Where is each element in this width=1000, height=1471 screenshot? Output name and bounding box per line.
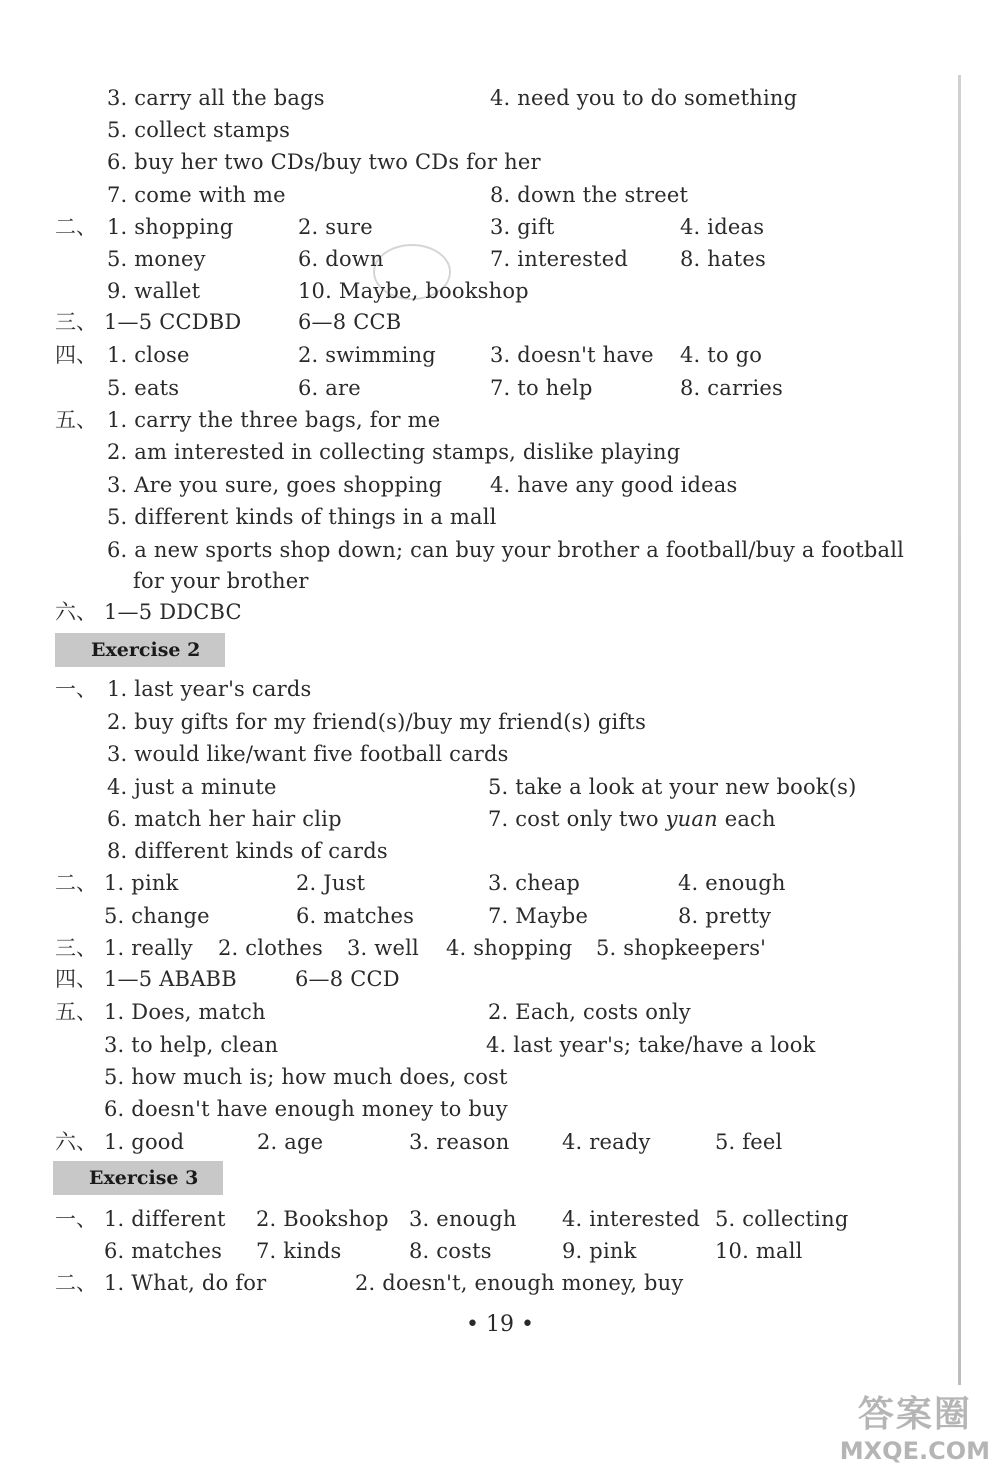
answer-item: 5. money (107, 247, 206, 271)
answer-item: 2. doesn't, enough money, buy (355, 1271, 684, 1295)
answer-item: 2. Just (296, 871, 366, 895)
answer-row (0, 772, 1000, 802)
answer-item: 5. change (104, 904, 210, 928)
answer-row (0, 997, 1000, 1027)
section-marker: 一、 (55, 677, 97, 701)
answer-item: 5. take a look at your new book(s) (488, 775, 857, 799)
answer-row (0, 502, 1000, 532)
answer-item: 4. ideas (680, 215, 765, 239)
answer-item: for your brother (133, 569, 309, 593)
answer-row (0, 405, 1000, 435)
answer-row (0, 836, 1000, 866)
answer-item: 1—5 CCDBD (104, 310, 242, 334)
answer-item: 10. mall (715, 1239, 803, 1263)
answer-row (0, 1268, 1000, 1298)
answer-row (0, 674, 1000, 704)
answer-row (0, 307, 1000, 337)
answer-item: 10. Maybe, bookshop (298, 279, 529, 303)
site-logo (840, 1386, 990, 1465)
section-marker: 六、 (55, 1130, 97, 1154)
answer-item: 1. pink (104, 871, 179, 895)
answer-text: 7. cost only two (488, 807, 666, 831)
answer-item: 8. hates (680, 247, 766, 271)
answer-row (0, 1127, 1000, 1157)
section-marker: 五、 (55, 408, 97, 432)
answer-item: 5. how much is; how much does, cost (104, 1065, 508, 1089)
answer-item: 5. different kinds of things in a mall (107, 505, 497, 529)
answer-item: 1. different (104, 1207, 226, 1231)
answer-item: 1. Does, match (104, 1000, 266, 1024)
answer-row (0, 1030, 1000, 1060)
answer-item: 6. buy her two CDs/buy two CDs for her (107, 150, 541, 174)
answer-item: 2. Bookshop (256, 1207, 389, 1231)
answer-item: 6. match her hair clip (107, 807, 342, 831)
answer-item: 2. am interested in collecting stamps, dislike playing (107, 440, 681, 464)
answer-item: 1—5 ABABB (104, 967, 237, 991)
answer-item: 8. different kinds of cards (107, 839, 388, 863)
answer-item: 7. interested (490, 247, 628, 271)
answer-item: 6. down (298, 247, 384, 271)
answer-row (0, 437, 1000, 467)
section-marker: 三、 (55, 310, 97, 334)
answer-row (0, 1062, 1000, 1092)
answer-row (0, 115, 1000, 145)
section-marker: 六、 (55, 600, 97, 624)
answer-item: 4. need you to do something (490, 86, 798, 110)
answer-item: 8. carries (680, 376, 783, 400)
answer-row (0, 244, 1000, 274)
answer-item: 3. would like/want five football cards (107, 742, 509, 766)
answer-row (0, 83, 1000, 113)
section-marker: 四、 (55, 343, 97, 367)
answer-item: 3. doesn't have (490, 343, 654, 367)
answer-item: 5. eats (107, 376, 180, 400)
answer-item: 2. buy gifts for my friend(s)/buy my friend(s) gifts (107, 710, 647, 734)
answer-item: 4. just a minute (107, 775, 277, 799)
answer-item: 3. carry all the bags (107, 86, 325, 110)
answer-row (0, 964, 1000, 994)
section-marker: 四、 (55, 967, 97, 991)
logo-line-1: 答案圈 (857, 1394, 972, 1435)
answer-item: 2. sure (298, 215, 373, 239)
answer-item: 1. What, do for (104, 1271, 267, 1295)
answer-item: 8. down the street (490, 183, 689, 207)
exercise-3-heading: Exercise 3 (53, 1161, 223, 1195)
answer-item: 7. come with me (107, 183, 286, 207)
answer-row (0, 804, 1000, 834)
answer-item: 3. enough (409, 1207, 517, 1231)
answer-row (0, 597, 1000, 627)
answer-text: each (717, 807, 776, 831)
answer-row (0, 566, 1000, 596)
answer-item: 8. costs (409, 1239, 492, 1263)
answer-item: 6. a new sports shop down; can buy your brother a football/buy a football (107, 538, 905, 562)
answer-item: 4. ready (562, 1130, 651, 1154)
answer-item: 6—8 CCD (295, 967, 400, 991)
answer-item: 5. collect stamps (107, 118, 291, 142)
answer-item: 4. enough (678, 871, 786, 895)
answer-item: 3. Are you sure, goes shopping (107, 473, 443, 497)
answer-item: 9. wallet (107, 279, 201, 303)
answer-item: 5. collecting (715, 1207, 849, 1231)
section-marker: 五、 (55, 1000, 97, 1024)
answer-item: 5. feel (715, 1130, 783, 1154)
answer-item: 2. Each, costs only (488, 1000, 691, 1024)
answer-item: 2. swimming (298, 343, 436, 367)
section-marker: 二、 (55, 1271, 97, 1295)
answer-row (0, 1236, 1000, 1266)
answer-item: 4. shopping (446, 936, 573, 960)
answer-item: 1. shopping (107, 215, 234, 239)
page-number: • 19 • (466, 1312, 534, 1337)
section-marker: 二、 (55, 871, 97, 895)
answer-item: 7. Maybe (488, 904, 589, 928)
answer-item: 3. to help, clean (104, 1033, 279, 1057)
section-marker: 一、 (55, 1207, 97, 1231)
answer-item: 3. cheap (488, 871, 580, 895)
answer-row (0, 1204, 1000, 1234)
answer-item: 4. last year's; take/have a look (486, 1033, 816, 1057)
section-marker: 三、 (55, 936, 97, 960)
answer-item: 7. kinds (256, 1239, 342, 1263)
answer-row (0, 739, 1000, 769)
answer-row (0, 901, 1000, 931)
answer-row (0, 933, 1000, 963)
answer-item: 2. age (257, 1130, 324, 1154)
answer-item: 6. matches (296, 904, 415, 928)
answer-item: 2. clothes (218, 936, 324, 960)
answer-row (0, 1094, 1000, 1124)
answer-item: 6. are (298, 376, 361, 400)
answer-item: 8. pretty (678, 904, 772, 928)
answer-row (0, 707, 1000, 737)
answer-item: 1. last year's cards (107, 677, 312, 701)
answer-item: 1. carry the three bags, for me (107, 408, 441, 432)
answer-item: 1. really (104, 936, 193, 960)
answer-item: 1. close (107, 343, 190, 367)
answer-row (0, 470, 1000, 500)
answer-item: 3. well (347, 936, 419, 960)
answer-row (0, 276, 1000, 306)
answer-item: 6—8 CCB (298, 310, 402, 334)
exercise-2-heading: Exercise 2 (55, 633, 225, 667)
answer-item: 4. to go (680, 343, 763, 367)
answer-row (0, 180, 1000, 210)
answer-text-italic: yuan (665, 807, 718, 831)
answer-item: 1. good (104, 1130, 185, 1154)
logo-line-2: MXQE.COM (839, 1437, 990, 1465)
answer-row (0, 535, 1000, 565)
answer-row (0, 373, 1000, 403)
answer-item (488, 804, 776, 834)
answer-row (0, 868, 1000, 898)
answer-item: 9. pink (562, 1239, 637, 1263)
answer-item: 7. to help (490, 376, 593, 400)
answer-row (0, 340, 1000, 370)
answer-item: 4. have any good ideas (490, 473, 738, 497)
answer-item: 4. interested (562, 1207, 700, 1231)
answer-item: 6. matches (104, 1239, 223, 1263)
answer-item: 3. gift (490, 215, 555, 239)
answer-row (0, 212, 1000, 242)
section-marker: 二、 (55, 215, 97, 239)
answer-item: 5. shopkeepers' (596, 936, 767, 960)
answer-item: 6. doesn't have enough money to buy (104, 1097, 508, 1121)
answer-item: 1—5 DDCBC (104, 600, 242, 624)
answer-item: 3. reason (409, 1130, 510, 1154)
answer-row (0, 147, 1000, 177)
